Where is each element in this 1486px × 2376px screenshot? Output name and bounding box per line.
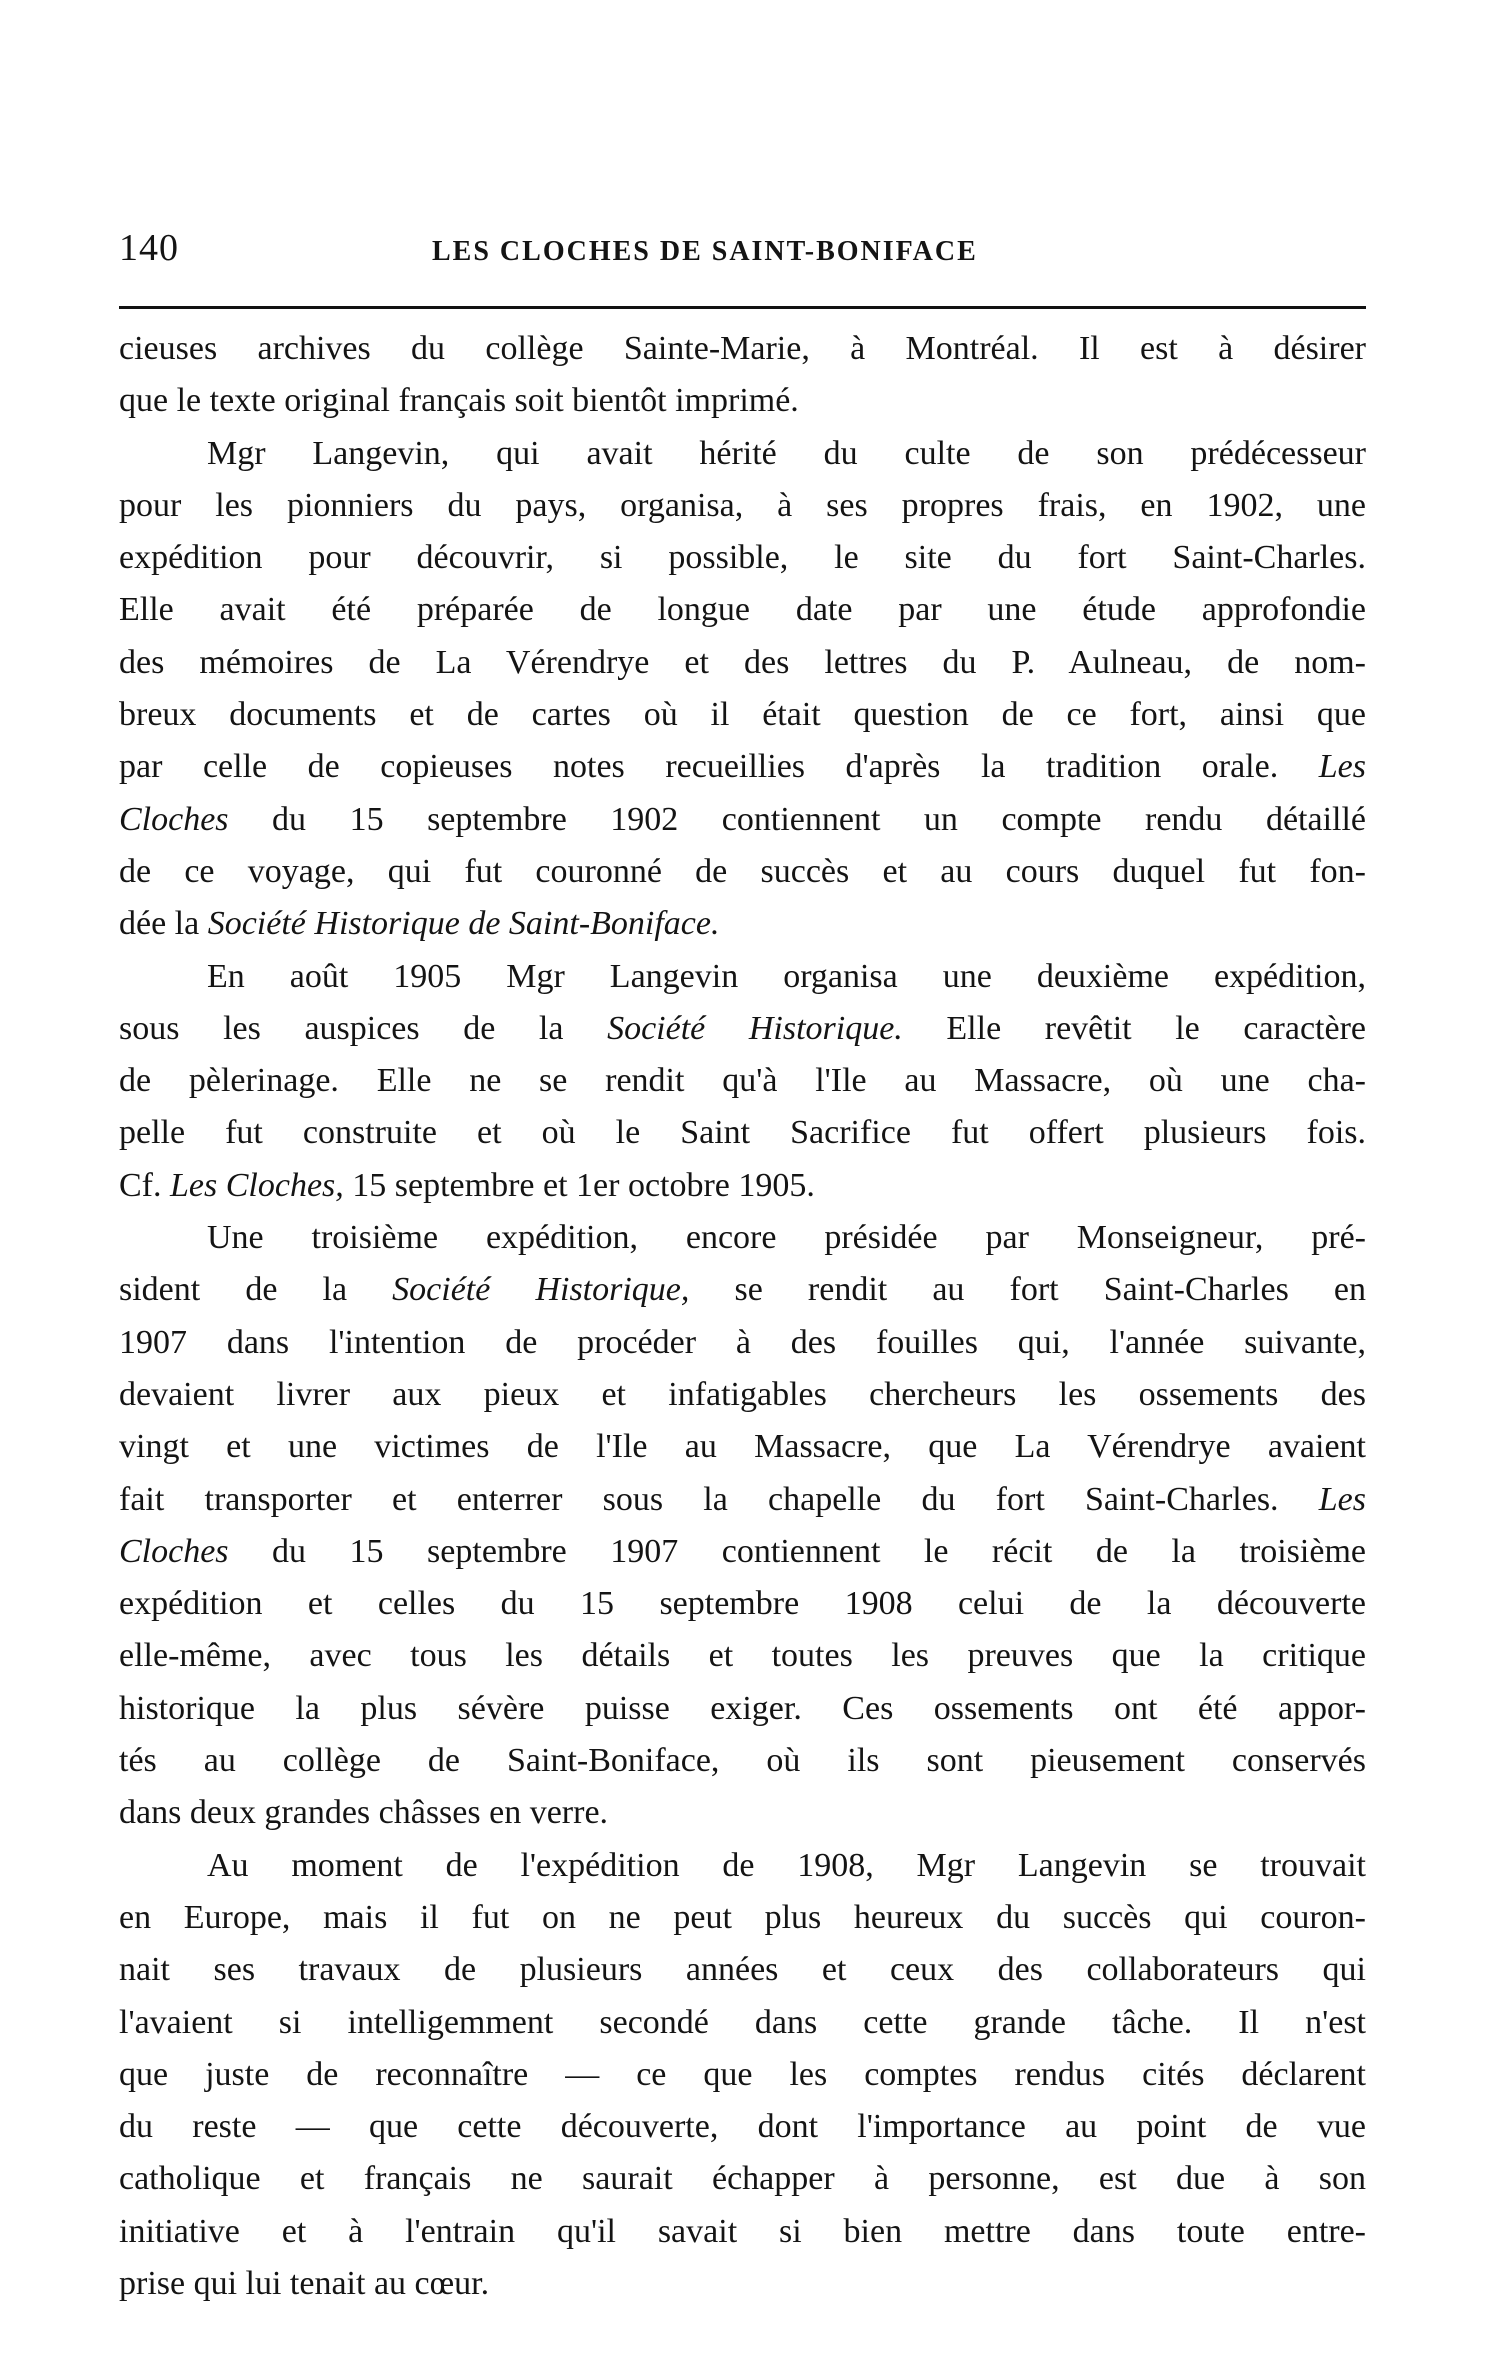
text-line (119, 741, 1366, 793)
text-line (119, 1526, 1366, 1578)
text-line (119, 375, 1366, 427)
line-text: nait ses travaux de plusieurs années et ceux des collaborateurs qui (119, 1951, 1366, 1989)
text-line (119, 1160, 1366, 1212)
line-text: fait transporter et enterrer sous la chapelle du fort Saint-Charles. (119, 1480, 1319, 1518)
text-line (119, 1212, 1366, 1264)
text-line (119, 1892, 1366, 1944)
text-line (119, 2101, 1366, 2153)
text-line (119, 1944, 1366, 1996)
italic-text: Cloches (119, 800, 229, 838)
text-line (119, 428, 1366, 480)
line-text: sous les auspices de la (119, 1009, 608, 1047)
text-line (119, 1421, 1366, 1473)
line-text: dée la (119, 905, 208, 943)
line-text: par celle de copieuses notes recueillies d'après la tradition orale. (119, 748, 1319, 786)
line-text: historique la plus sévère puisse exiger. Ces ossements ont été appor- (119, 1689, 1366, 1727)
line-text: sident de la (119, 1271, 393, 1309)
line-text: Mgr Langevin, qui avait hérité du culte de son prédécesseur (207, 434, 1366, 472)
italic-text: Les (1318, 748, 1366, 786)
line-text: elle-même, avec tous les détails et toutes les preuves que la critique (119, 1637, 1366, 1675)
text-line (119, 1683, 1366, 1735)
line-text: que le texte original français soit bientôt imprimé. (119, 382, 799, 420)
line-text: initiative et à l'entrain qu'il savait si bien mettre dans toute entre- (119, 2212, 1366, 2250)
line-text: Elle revêtit le caractère (902, 1009, 1366, 1047)
text-line (119, 689, 1366, 741)
page-header (119, 226, 1369, 276)
text-line (119, 1369, 1366, 1421)
page-number: 140 (119, 227, 179, 269)
running-title: LES CLOCHES DE SAINT-BONIFACE (432, 236, 978, 267)
text-line (119, 2258, 1366, 2310)
text-line (119, 1578, 1366, 1630)
line-text: catholique et français ne saurait échapper à personne, est due à son (119, 2160, 1366, 2198)
text-line (119, 532, 1366, 584)
text-line (119, 323, 1366, 375)
line-text: breux documents et de cartes où il était question de ce fort, ainsi que (119, 696, 1366, 734)
line-text: pelle fut construite et où le Saint Sacrifice fut offert plusieurs fois. (119, 1114, 1366, 1152)
line-text: devaient livrer aux pieux et infatigables chercheurs les ossements des (119, 1375, 1366, 1413)
text-line (119, 2153, 1366, 2205)
text-line (119, 1787, 1366, 1839)
line-text: vingt et une victimes de l'Ile au Massacre, que La Vérendrye avaient (119, 1428, 1366, 1466)
text-line (119, 1264, 1366, 1316)
italic-text: Les (1318, 1480, 1366, 1518)
line-text: tés au collège de Saint-Boniface, où ils sont pieusement conservés (119, 1742, 1366, 1780)
text-line (119, 1474, 1366, 1526)
text-line (119, 1735, 1366, 1787)
line-text: Au moment de l'expédition de 1908, Mgr Langevin se trouvait (207, 1846, 1366, 1884)
text-line (119, 1840, 1366, 1892)
text-line (119, 1055, 1366, 1107)
text-line (119, 1107, 1366, 1159)
line-text: Cf. (119, 1166, 170, 1204)
text-line (119, 846, 1366, 898)
text-line (119, 637, 1366, 689)
text-line (119, 1003, 1366, 1055)
line-text: du 15 septembre 1907 contiennent le récit de la troisième (228, 1532, 1366, 1570)
header-rule (119, 306, 1366, 309)
italic-text: Les Cloches, (170, 1166, 344, 1204)
line-text: pour les pionniers du pays, organisa, à ses propres frais, en 1902, une (119, 486, 1366, 524)
text-line (119, 1997, 1366, 2049)
italic-text: Cloches (119, 1532, 229, 1570)
line-text: en Europe, mais il fut on ne peut plus heureux du succès qui couron- (119, 1898, 1366, 1936)
line-text: du 15 septembre 1902 contiennent un compte rendu détaillé (228, 800, 1366, 838)
italic-text: Société Historique de Saint-Boniface. (207, 905, 720, 943)
line-text: l'avaient si intelligemment secondé dans cette grande tâche. Il n'est (119, 2003, 1366, 2041)
line-text: du reste — que cette découverte, dont l'importance au point de vue (119, 2108, 1366, 2146)
line-text: se rendit au fort Saint-Charles en (689, 1271, 1366, 1309)
line-text: 15 septembre et 1er octobre 1905. (343, 1166, 815, 1204)
line-text: expédition pour découvrir, si possible, le site du fort Saint-Charles. (119, 539, 1366, 577)
line-text: cieuses archives du collège Sainte-Marie, à Montréal. Il est à désirer (119, 330, 1366, 367)
text-line (119, 1630, 1366, 1682)
text-line (119, 480, 1366, 532)
line-text: Elle avait été préparée de longue date par une étude approfondie (119, 591, 1366, 629)
line-text: dans deux grandes châsses en verre. (119, 1794, 609, 1832)
line-text: de pèlerinage. Elle ne se rendit qu'à l'Ile au Massacre, où une cha- (119, 1062, 1366, 1100)
text-line (119, 2049, 1366, 2101)
line-text: En août 1905 Mgr Langevin organisa une deuxième expédition, (207, 957, 1366, 995)
line-text: expédition et celles du 15 septembre 1908 celui de la découverte (119, 1585, 1366, 1623)
text-line (119, 1317, 1366, 1369)
line-text: Une troisième expédition, encore présidée par Monseigneur, pré- (207, 1219, 1366, 1257)
text-line (119, 584, 1366, 636)
body-text (119, 323, 1366, 2310)
italic-text: Société Historique. (607, 1009, 903, 1047)
text-line (119, 898, 1366, 950)
italic-text: Société Historique, (392, 1271, 690, 1309)
line-text: des mémoires de La Vérendrye et des lettres du P. Aulneau, de nom- (119, 643, 1366, 681)
text-line (119, 794, 1366, 846)
line-text: de ce voyage, qui fut couronné de succès et au cours duquel fut fon- (119, 852, 1366, 890)
line-text: que juste de reconnaître — ce que les comptes rendus cités déclarent (119, 2055, 1366, 2093)
line-text: 1907 dans l'intention de procéder à des fouilles qui, l'année suivante, (119, 1323, 1366, 1361)
text-line (119, 2206, 1366, 2258)
line-text: prise qui lui tenait au cœur. (119, 2264, 490, 2302)
text-line (119, 951, 1366, 1003)
